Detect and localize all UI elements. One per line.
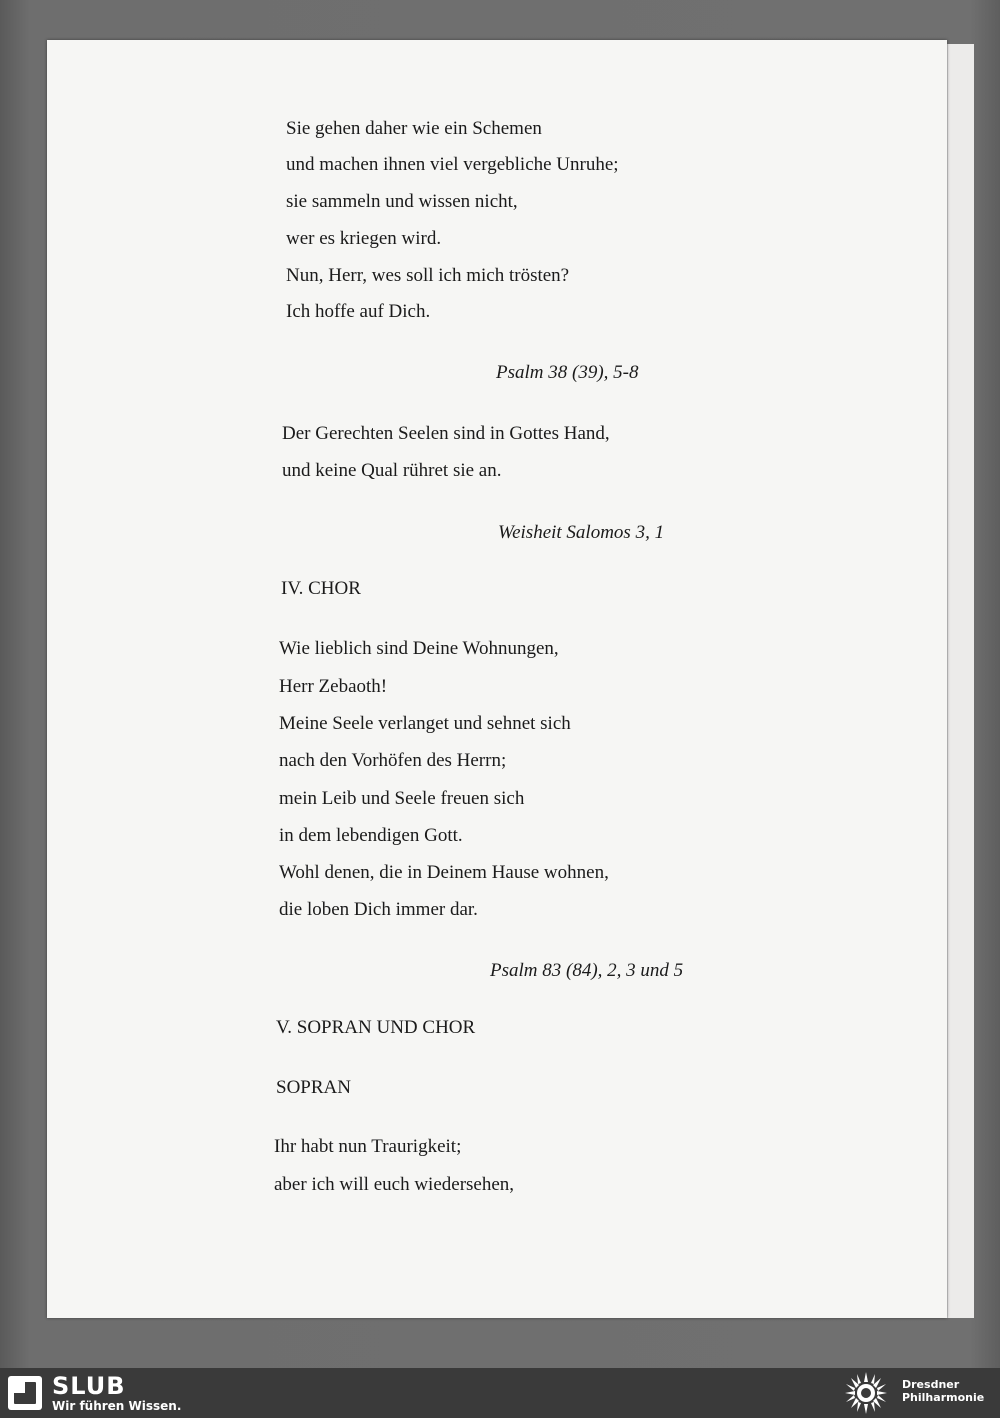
text-line: mein Leib und Seele freuen sich bbox=[279, 788, 525, 809]
text-line: die loben Dich immer dar. bbox=[279, 899, 478, 920]
text-line: Ich hoffe auf Dich. bbox=[286, 301, 431, 322]
text-line: aber ich will euch wiedersehen, bbox=[274, 1174, 515, 1195]
voice-heading: SOPRAN bbox=[276, 1077, 351, 1098]
scripture-reference: Weisheit Salomos 3, 1 bbox=[498, 522, 665, 543]
section-heading: V. SOPRAN UND CHOR bbox=[276, 1017, 476, 1038]
section-heading: IV. CHOR bbox=[281, 578, 361, 599]
scripture-reference: Psalm 83 (84), 2, 3 und 5 bbox=[490, 960, 684, 981]
text-line: Der Gerechten Seelen sind in Gottes Hand, bbox=[282, 423, 610, 444]
partner-name-line: Philharmonie bbox=[902, 1391, 985, 1404]
footer-bar bbox=[0, 1368, 1000, 1418]
text-line: Nun, Herr, wes soll ich mich trösten? bbox=[286, 265, 570, 286]
document-page bbox=[47, 40, 947, 1318]
text-line: Herr Zebaoth! bbox=[279, 676, 388, 697]
text-line: Ihr habt nun Traurigkeit; bbox=[274, 1136, 462, 1157]
partner-name bbox=[902, 1378, 984, 1404]
library-name: SLUB bbox=[52, 1372, 126, 1400]
text-line: Sie gehen daher wie ein Schemen bbox=[286, 118, 542, 139]
adjacent-page-edge bbox=[947, 44, 974, 1318]
text-line: sie sammeln und wissen nicht, bbox=[286, 191, 518, 212]
text-line: und keine Qual rühret sie an. bbox=[282, 460, 502, 481]
partner-name-line: Dresdner bbox=[902, 1378, 960, 1391]
text-line: wer es kriegen wird. bbox=[286, 228, 442, 249]
library-tagline: Wir führen Wissen. bbox=[52, 1399, 182, 1413]
text-line: Meine Seele verlanget und sehnet sich bbox=[279, 713, 571, 734]
sunburst-logo-icon bbox=[842, 1371, 890, 1415]
text-line: nach den Vorhöfen des Herrn; bbox=[279, 750, 507, 771]
text-line: in dem lebendigen Gott. bbox=[279, 825, 463, 846]
scripture-reference: Psalm 38 (39), 5-8 bbox=[496, 362, 639, 383]
text-line: Wie lieblich sind Deine Wohnungen, bbox=[279, 638, 559, 659]
text-line: Wohl denen, die in Deinem Hause wohnen, bbox=[279, 862, 609, 883]
text-line: und machen ihnen viel vergebliche Unruhe; bbox=[286, 154, 619, 175]
slub-logo-icon bbox=[8, 1376, 42, 1410]
